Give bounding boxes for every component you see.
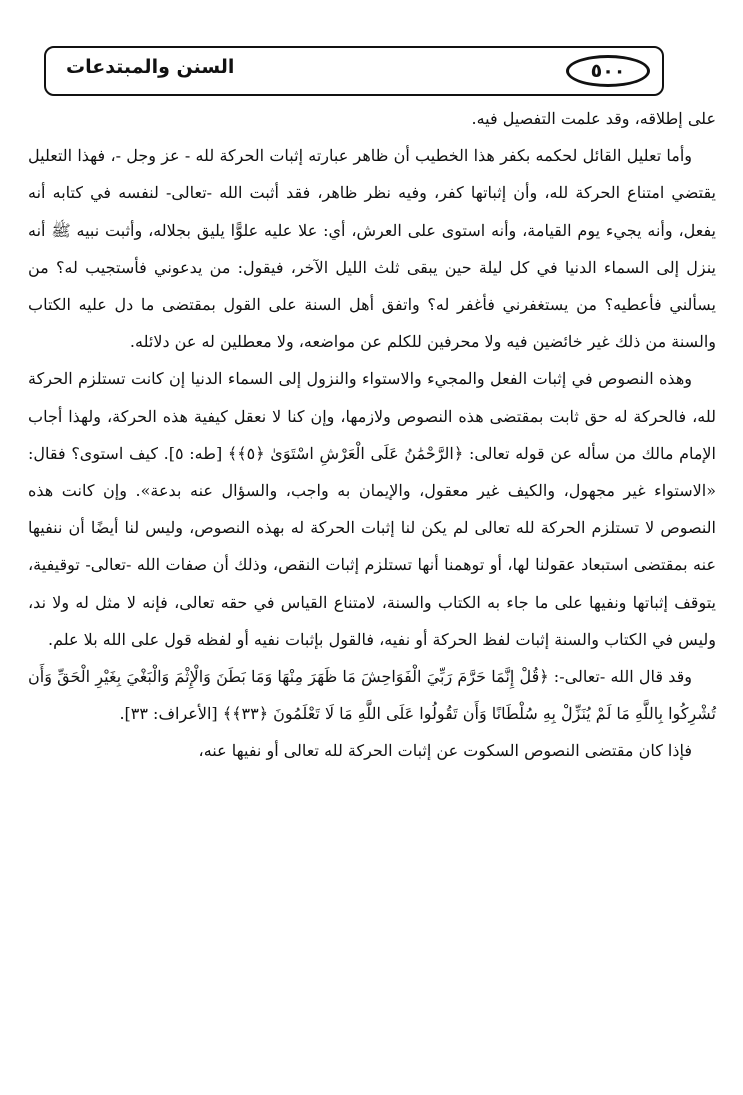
paragraph: على إطلاقه، وقد علمت التفصيل فيه. bbox=[471, 109, 716, 128]
page-number: ٥٠٠ bbox=[566, 55, 650, 87]
paragraph: وهذه النصوص في إثبات الفعل والمجيء والاستواء والنزول إلى السماء الدنيا إن كانت تستلزم الحركة لله، فالحركة له حق ثابت بمقتضى هذه النصوص ولازمها، وإن كنا لا نعقل كيفية هذه الحركة، ولهذا أجاب الإمام مالك من سأله عن قوله تعالى: ﴿الرَّحْمَٰنُ عَلَى الْعَرْشِ اسْتَوَىٰ ﴿٥﴾﴾ [طه: ٥]. كيف استوى؟ فقال: «الاستواء غير مجهول، والكيف غير معقول، والإيمان به واجب، والسؤال عنه بدعة». وإن كانت هذه النصوص لا تستلزم الحركة لله تعالى لم يكن لنا إثبات الحركة له بهذه النصوص، وليس لنا أيضًا أن ننفيها عنه بمقتضى استبعاد عقولنا لها، أو توهمنا أنها تستلزم إثبات النقص، وذلك أن صفات الله -تعالى- توقيفية، يتوقف إثباتها ونفيها على ما جاء به الكتاب والسنة، لامتناع القياس في حقه تعالى، فإنه لا مثل له ولا ند، وليس في الكتاب والسنة إثبات لفظ الحركة أو نفيه، فالقول بإثبات نفيه أو لفظه قول على الله بلا علم. bbox=[28, 369, 716, 649]
body-text bbox=[28, 100, 716, 770]
paragraph: فإذا كان مقتضى النصوص السكوت عن إثبات الحركة لله تعالى أو نفيها عنه، bbox=[198, 741, 692, 761]
running-title: السنن والمبتدعات bbox=[66, 56, 235, 78]
paragraph: وأما تعليل القائل لحكمه بكفر هذا الخطيب أن ظاهر عبارته إثبات الحركة لله - عز وجل -، فهذا التعليل يقتضي امتناع الحركة لله، وأن إثباتها كفر، وفيه نظر ظاهر، فقد أثبت الله -تعالى- لنفسه في كتابه أنه يفعل، وأنه يجيء يوم القيامة، وأنه استوى على العرش، أي: علا عليه علوًّا يليق بجلاله، وأثبت نبيه ﷺ أنه ينزل إلى السماء الدنيا في كل ليلة حين يبقى ثلث الليل الآخر، فيقول: من يدعوني فأستجيب له؟ من يسألني فأعطيه؟ من يستغفرني فأغفر له؟ واتفق أهل السنة على القول بمقتضى ما دل عليه الكتاب والسنة من ذلك غير خائضين فيه ولا محرفين للكلم عن مواضعه، ولا معطلين له عن دلائله. bbox=[28, 146, 716, 352]
running-header bbox=[44, 46, 664, 96]
paragraph: وقد قال الله -تعالى-: ﴿قُلْ إِنَّمَا حَرَّمَ رَبِّيَ الْفَوَاحِشَ مَا ظَهَرَ مِنْهَا وَمَا بَطَنَ وَالْإِثْمَ وَالْبَغْيَ بِغَيْرِ الْحَقِّ وَأَن تُشْرِكُوا بِاللَّهِ مَا لَمْ يُنَزِّلْ بِهِ سُلْطَانًا وَأَن تَقُولُوا عَلَى اللَّهِ مَا لَا تَعْلَمُونَ ﴿٣٣﴾﴾ [الأعراف: ٣٣]. bbox=[28, 667, 716, 724]
